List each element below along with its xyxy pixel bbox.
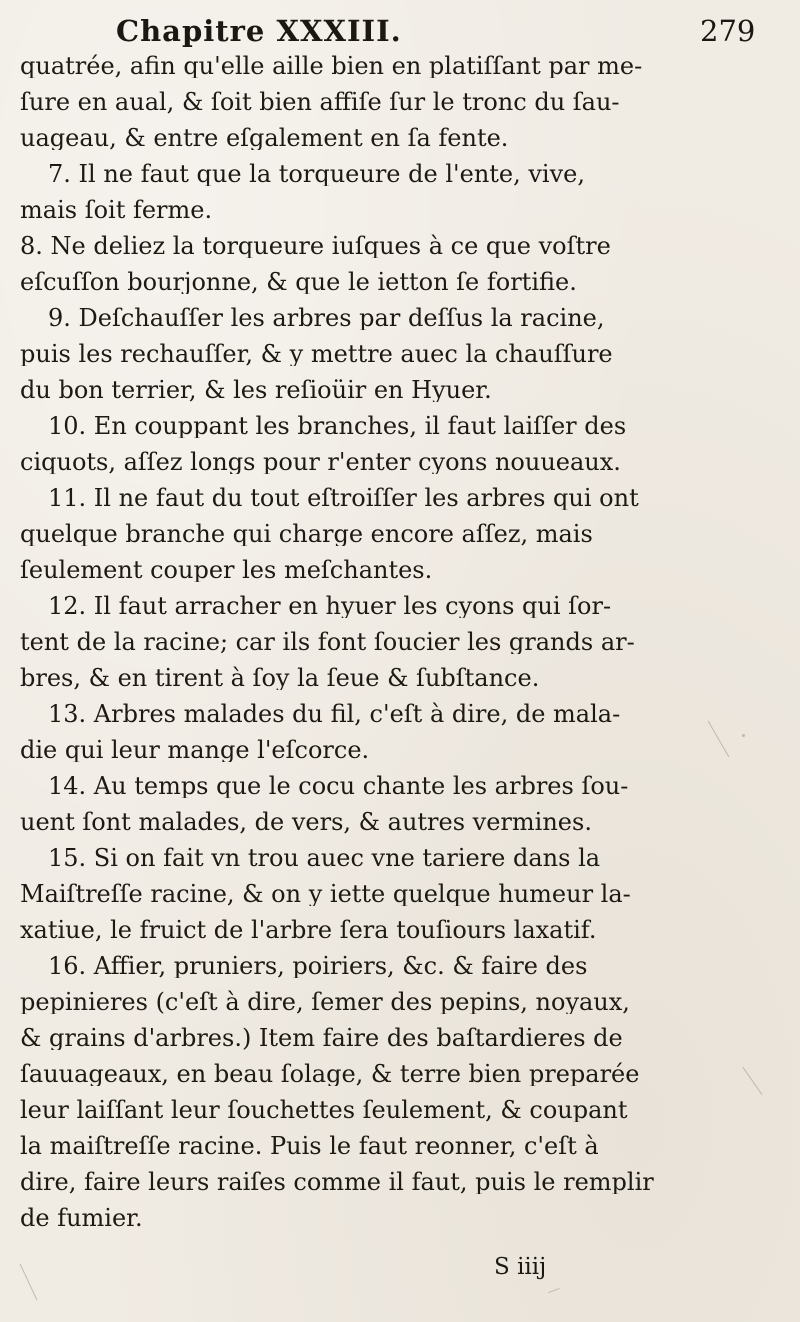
text-line: ſauuageaux, en beau ſolage, & terre bien preparée [20,1062,640,1086]
text-line: 13. Arbres malades du fil, c'eſt à dire, de mala- [48,702,621,726]
text-line: 15. Si on fait vn trou auec vne tariere dans la [48,846,601,870]
text-line: 7. Il ne faut que la torqueure de l'ente, vive, [48,162,585,186]
text-line: Maiſtreſſe racine, & on y iette quelque humeur la- [20,882,631,906]
text-line: uent ſont malades, de vers, & autres vermines. [20,810,592,834]
text-line: die qui leur mange l'eſcorce. [20,738,370,762]
text-line: 16. Affier, pruniers, poiriers, &c. & faire des [48,954,588,978]
text-line: ciquots, aſſez longs pour r'enter cyons nouueaux. [20,450,621,474]
text-line: 8. Ne deliez la torqueure iuſques à ce que voſtre [20,234,611,258]
text-line: ſure en aual, & ſoit bien affiſe ſur le tronc du ſau- [20,90,620,114]
text-line: quelque branche qui charge encore aſſez, mais [20,522,593,546]
text-line: quatrée, afin qu'elle aille bien en platiſſant par me- [20,54,643,78]
paper-scratch [20,1264,38,1301]
text-line: bres, & en tirent à ſoy la ſeue & ſubſtance. [20,666,540,690]
chapter-heading: Chapitre XXXIII. [116,14,402,48]
paper-scratch [548,1288,560,1293]
text-line: mais ſoit ferme. [20,198,213,222]
text-line: eſcuſſon bourjonne, & que le ietton ſe fortifie. [20,270,577,294]
text-line: leur laiſſant leur ſouchettes ſeulement, & coupant [20,1098,628,1122]
page-header [0,8,800,56]
text-line: la maiſtreſſe racine. Puis le faut reonner, c'eſt à [20,1134,599,1158]
text-line: 10. En couppant les branches, il faut laiſſer des [48,414,627,438]
text-line: du bon terrier, & les reſioüir en Hyuer. [20,378,492,402]
text-line: puis les rechauſſer, & y mettre auec la chauſſure [20,342,613,366]
text-line: 9. Deſchauſſer les arbres par deſſus la racine, [48,306,605,330]
text-line: 11. Il ne faut du tout eſtroiſſer les arbres qui ont [48,486,639,510]
text-line: dire, faire leurs raiſes comme il faut, puis le remplir [20,1170,654,1194]
text-line: ſeulement couper les meſchantes. [20,558,433,582]
text-line: & grains d'arbres.) Item faire des baſtardieres de [20,1026,623,1050]
text-line: de fumier. [20,1206,143,1230]
text-line: tent de la racine; car ils font ſoucier les grands ar- [20,630,635,654]
text-line: 14. Au temps que le cocu chante les arbres ſou- [48,774,629,798]
text-line: 12. Il faut arracher en hyuer les cyons qui ſor- [48,594,612,618]
text-line: uageau, & entre eſgalement en ſa fente. [20,126,509,150]
page-number: 279 [700,14,756,48]
signature-mark: S iiij [494,1254,547,1280]
text-line: xatiue, le fruict de l'arbre ſera touſiours laxatif. [20,918,597,942]
text-line: pepinieres (c'eſt à dire, ſemer des pepins, noyaux, [20,990,630,1014]
paper-speck [742,734,745,737]
